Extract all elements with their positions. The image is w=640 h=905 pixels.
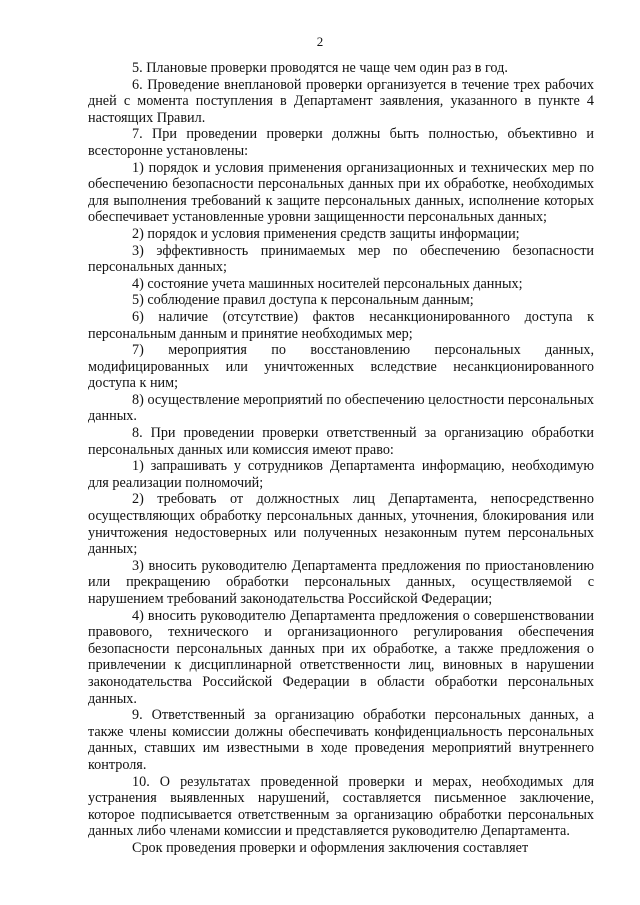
paragraph-6-unscheduled-check: 6. Проведение внеплановой проверки организуется в течение трех рабочих дней с момента поступления в Департамент заявления, указанного в пункте 4 настоящих Правил.	[88, 76, 594, 126]
paragraph-9-confidentiality: 9. Ответственный за организацию обработки персональных данных, а также члены комиссии должны обеспечивать конфиденциальность персональных данных, ставших им известными в ходе проведения мероприятий внутреннего контроля.	[88, 707, 594, 773]
list-item-7-2: 2) порядок и условия применения средств защиты информации;	[132, 225, 520, 242]
list-item-8-4: 4) вносить руководителю Департамента предложения о совершенствовании правового, технического и организационного регулирования обеспечения безопасности персональных данных при их обработке, а также предложения о привлечении к дисциплинарной ответственности лиц, виновных в нарушении законодательства Российской Федерации в области обработки персональных данных.	[88, 607, 594, 707]
list-item-7-5: 5) соблюдение правил доступа к персональным данным;	[132, 292, 474, 309]
list-item-8-3: 3) вносить руководителю Департамента предложения по приостановлению или прекращению обработки персональных данных, осуществляемой с нарушением требований законодательства Российской Федерации;	[88, 557, 594, 607]
paragraph-5-scheduled-checks: 5. Плановые проверки проводятся не чаще чем один раз в год.	[132, 60, 508, 76]
list-item-7-1: 1) порядок и условия применения организационных и технических мер по обеспечению безопасности персональных данных при их обработке, необходимых для выполнения требований к защите персональных данных, исполнение которых обеспечивает установленные уровни защищенности персональных данных;	[88, 159, 594, 226]
list-item-8-1: 1) запрашивать у сотрудников Департамента информацию, необходимую для реализации полномочий;	[88, 458, 594, 491]
paragraph-deadline: Срок проведения проверки и оформления заключения составляет	[132, 839, 529, 856]
paragraph-10-conclusion: 10. О результатах проведенной проверки и мерах, необходимых для устранения выявленных нарушений, составляется письменное заключение, которое подписывается ответственным за организацию обработки персональных данных либо членами комиссии и представляется руководителю Департамента.	[88, 773, 594, 840]
list-item-7-3: 3) эффективность принимаемых мер по обеспечению безопасности персональных данных;	[88, 242, 594, 276]
paragraph-8-rights: 8. При проведении проверки ответственный за организацию обработки персональных данных или комиссия имеют право:	[88, 425, 594, 458]
document-body	[88, 60, 594, 857]
list-item-7-7: 7) мероприятия по восстановлению персональных данных, модифицированных или уничтоженных вследствие несанкционированного доступа к ним;	[88, 342, 594, 392]
list-item-7-4: 4) состояние учета машинных носителей персональных данных;	[132, 275, 523, 292]
paragraph-7-check-scope: 7. При проведении проверки должны быть полностью, объективно и всесторонне установлены:	[88, 126, 594, 159]
list-item-8-2: 2) требовать от должностных лиц Департамента, непосредственно осуществляющих обработку персональных данных, уточнения, блокирования или уничтожения недостоверных или полученных незаконным путем персональных данных;	[88, 491, 594, 558]
list-item-7-6: 6) наличие (отсутствие) фактов несанкционированного доступа к персональным данным и принятие необходимых мер;	[88, 308, 594, 342]
page-number: 2	[316, 34, 324, 49]
list-item-7-8: 8) осуществление мероприятий по обеспечению целостности персональных данных.	[88, 391, 594, 425]
